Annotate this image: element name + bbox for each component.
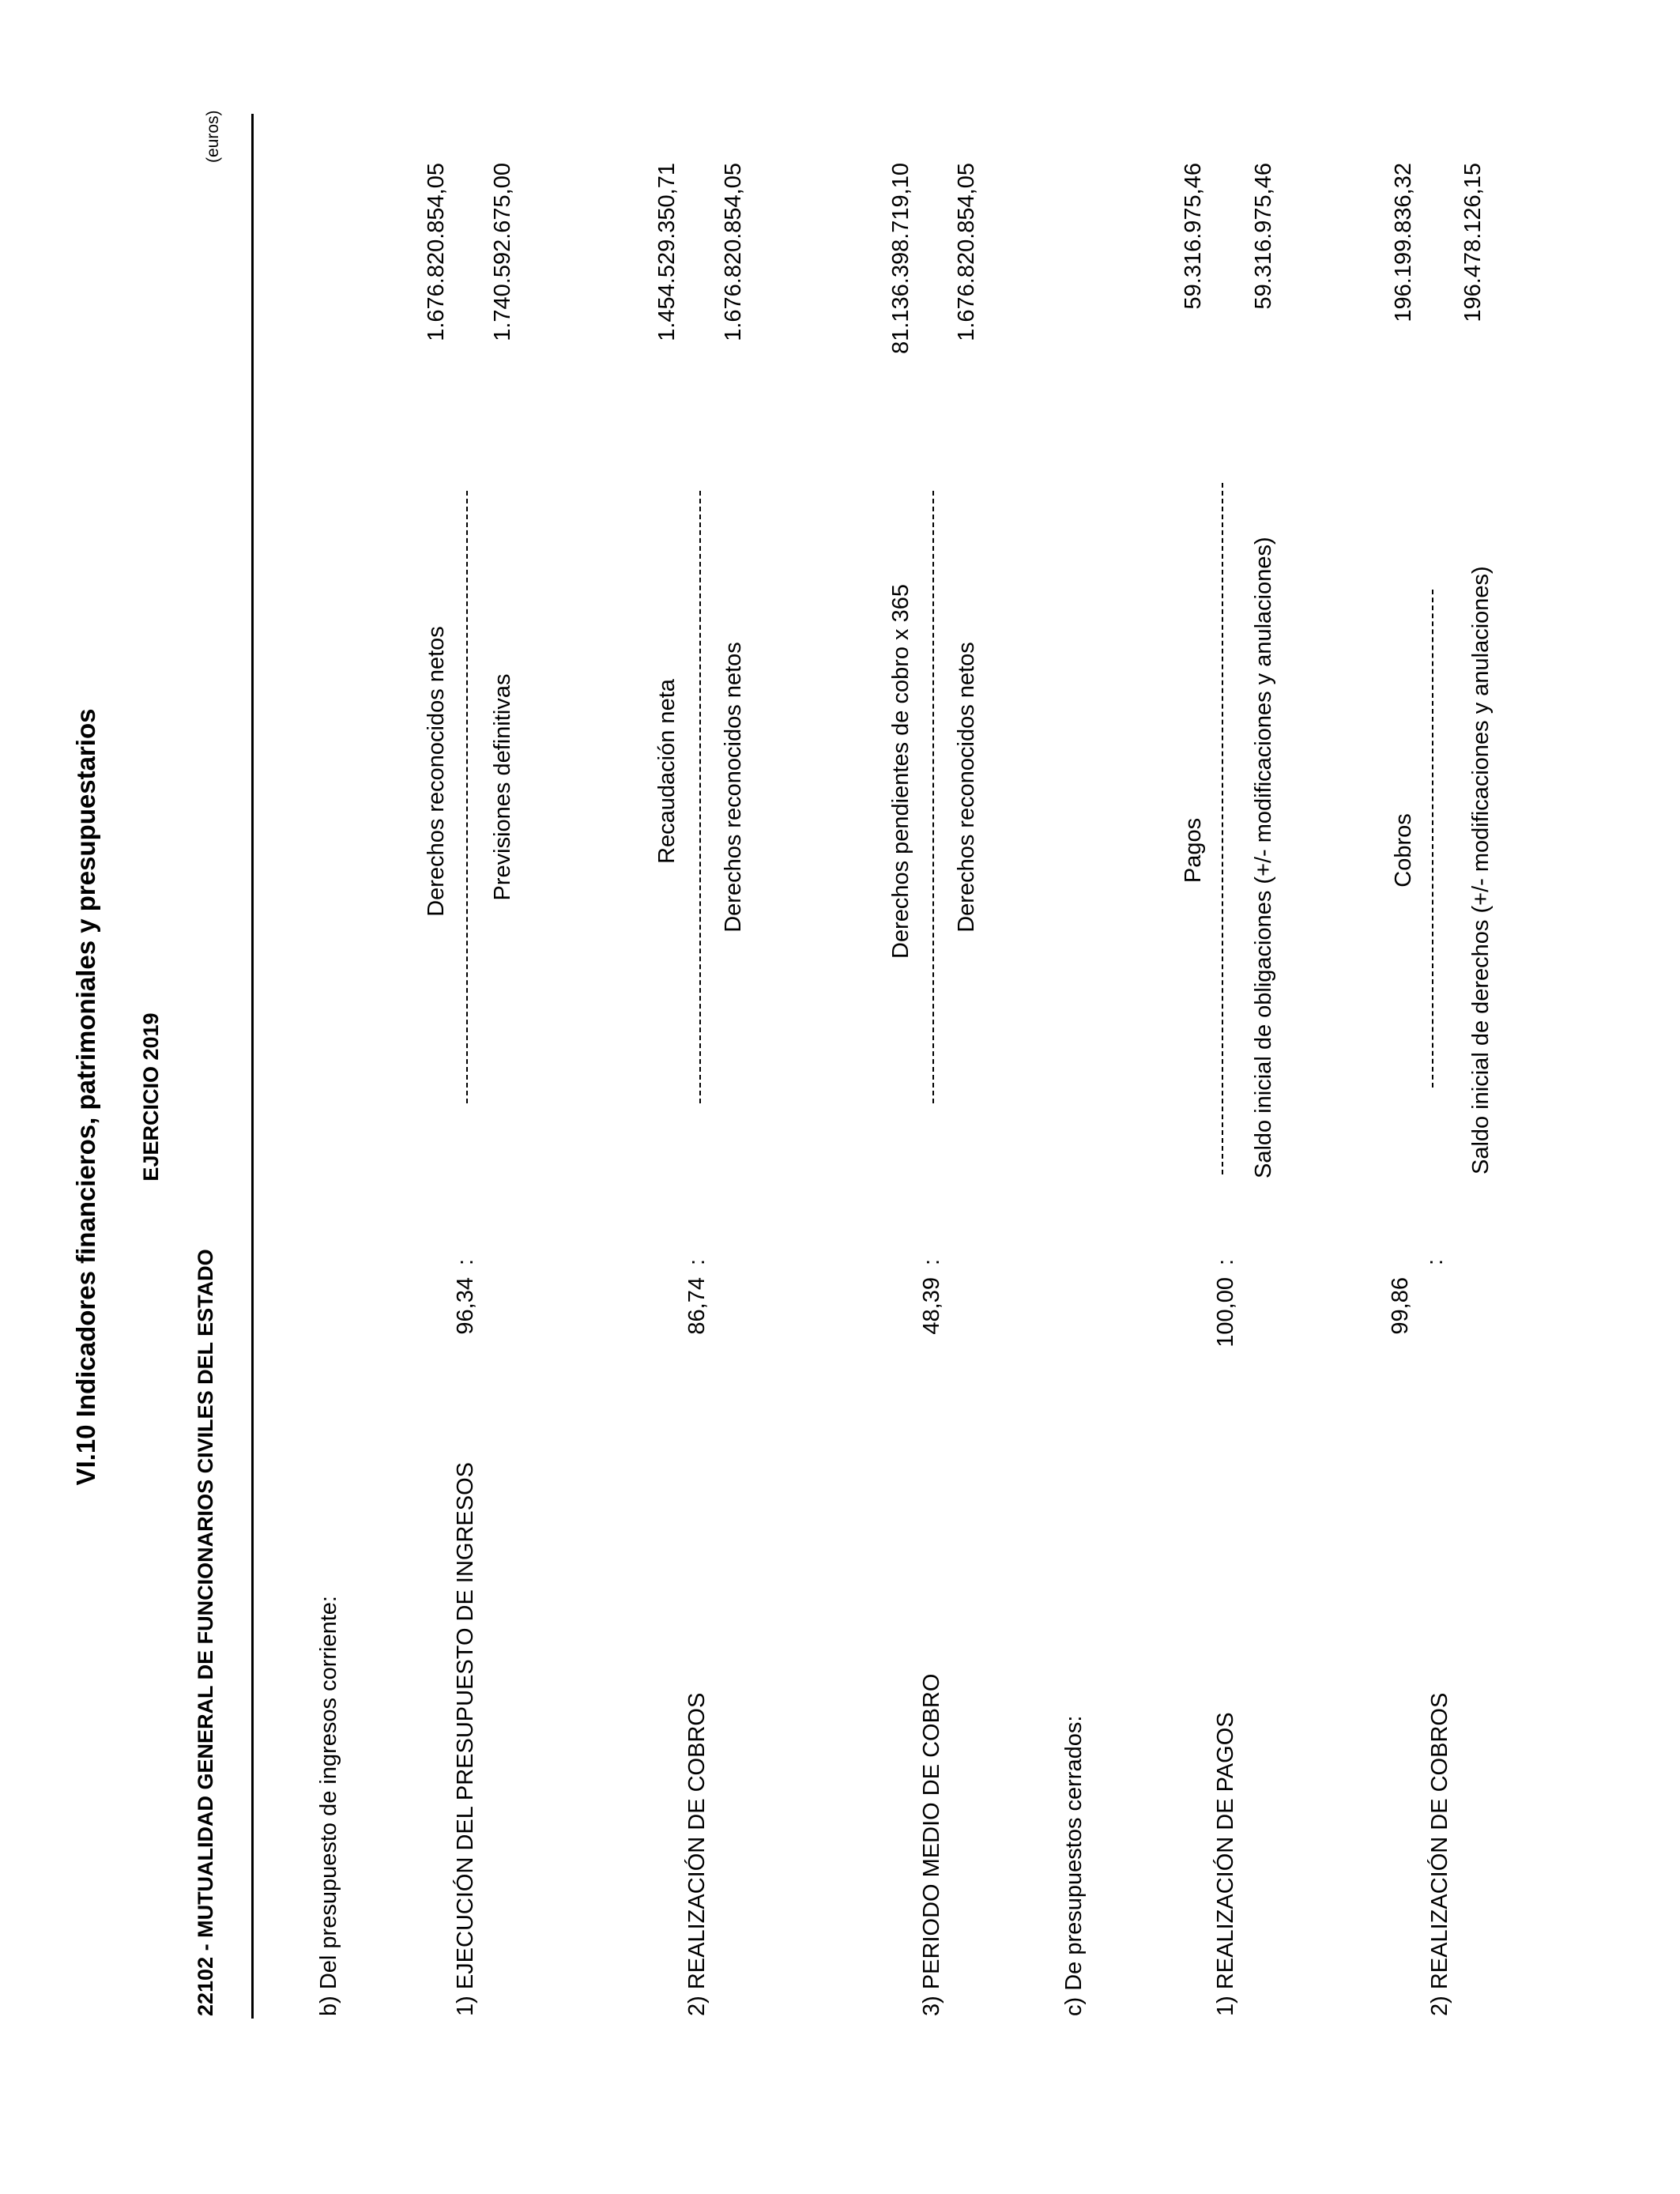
indicator-colon: : — [453, 1258, 478, 1265]
denominator-value: 196.478.126,15 — [1460, 163, 1486, 322]
denominator-value: 59.316.975,46 — [1251, 163, 1276, 310]
numerator-label: Derechos pendientes de cobro x 365 — [888, 584, 913, 959]
numerator-value: 1.454.529.350,71 — [654, 163, 680, 341]
numerator-value: 81.136.398.719,10 — [888, 163, 913, 354]
indicator-label: 3) PERIODO MEDIO DE COBRO — [919, 1673, 944, 2016]
indicator-colon: : — [684, 1258, 710, 1265]
fraction-line — [1432, 590, 1433, 1088]
section-c-heading: c) De presupuestos cerrados: — [1061, 1715, 1087, 2016]
indicator-label: 2) REALIZACIÓN DE COBROS — [684, 1692, 710, 2016]
indicator-label: 1) EJECUCIÓN DEL PRESUPUESTO DE INGRESOS — [453, 1462, 478, 2016]
indicator-percent: 48,39 — [919, 1277, 944, 1335]
denominator-label: Previsiones definitivas — [490, 673, 515, 901]
indicator-label: 2) REALIZACIÓN DE COBROS — [1427, 1692, 1452, 2016]
denominator-label: Derechos reconocidos netos — [954, 642, 979, 933]
denominator-label: Derechos reconocidos netos — [721, 642, 746, 933]
indicator-percent: 99,86 — [1388, 1277, 1413, 1335]
numerator-label: Pagos — [1181, 817, 1206, 884]
fraction-line — [699, 491, 701, 1103]
numerator-label: Recaudación neta — [654, 679, 680, 864]
numerator-value: 196.199.836,32 — [1391, 163, 1416, 322]
numerator-value: 1.676.820.854,05 — [424, 163, 449, 341]
fraction-line — [466, 491, 468, 1103]
numerator-label: Cobros — [1391, 813, 1416, 888]
denominator-label: Saldo inicial de derechos (+/- modificaciones y anulaciones) — [1468, 566, 1494, 1174]
indicator-label: 1) REALIZACIÓN DE PAGOS — [1213, 1712, 1238, 2016]
denominator-value: 1.676.820.854,05 — [721, 163, 746, 341]
numerator-value: 59.316.975,46 — [1181, 163, 1206, 310]
numerator-label: Derechos reconocidos netos — [424, 626, 449, 917]
indicator-percent: 100,00 — [1213, 1277, 1238, 1348]
indicator-percent: 96,34 — [453, 1277, 478, 1335]
entity-name: 22102 - MUTUALIDAD GENERAL DE FUNCIONARIOS CIVILES DEL ESTADO — [194, 1249, 217, 2016]
indicator-colon: : — [1422, 1258, 1448, 1265]
denominator-value: 1.676.820.854,05 — [954, 163, 979, 341]
indicator-colon: : — [1213, 1258, 1238, 1265]
denominator-label: Saldo inicial de obligaciones (+/- modificaciones y anulaciones) — [1251, 537, 1276, 1178]
ejercicio-label: EJERCICIO 2019 — [139, 1012, 163, 1182]
unit-label: (euros) — [204, 110, 222, 163]
indicator-colon: : — [919, 1258, 944, 1265]
header-rule — [251, 114, 254, 2019]
section-b-heading: b) Del presupuesto de ingresos corriente: — [316, 1596, 341, 2016]
fraction-line — [932, 491, 934, 1103]
fraction-line — [1222, 483, 1223, 1174]
denominator-value: 1.740.592.675,00 — [490, 163, 515, 341]
indicator-percent: 86,74 — [684, 1277, 710, 1335]
page-title: VI.10 Indicadores financieros, patrimoniales y presupuestarios — [71, 708, 100, 1486]
